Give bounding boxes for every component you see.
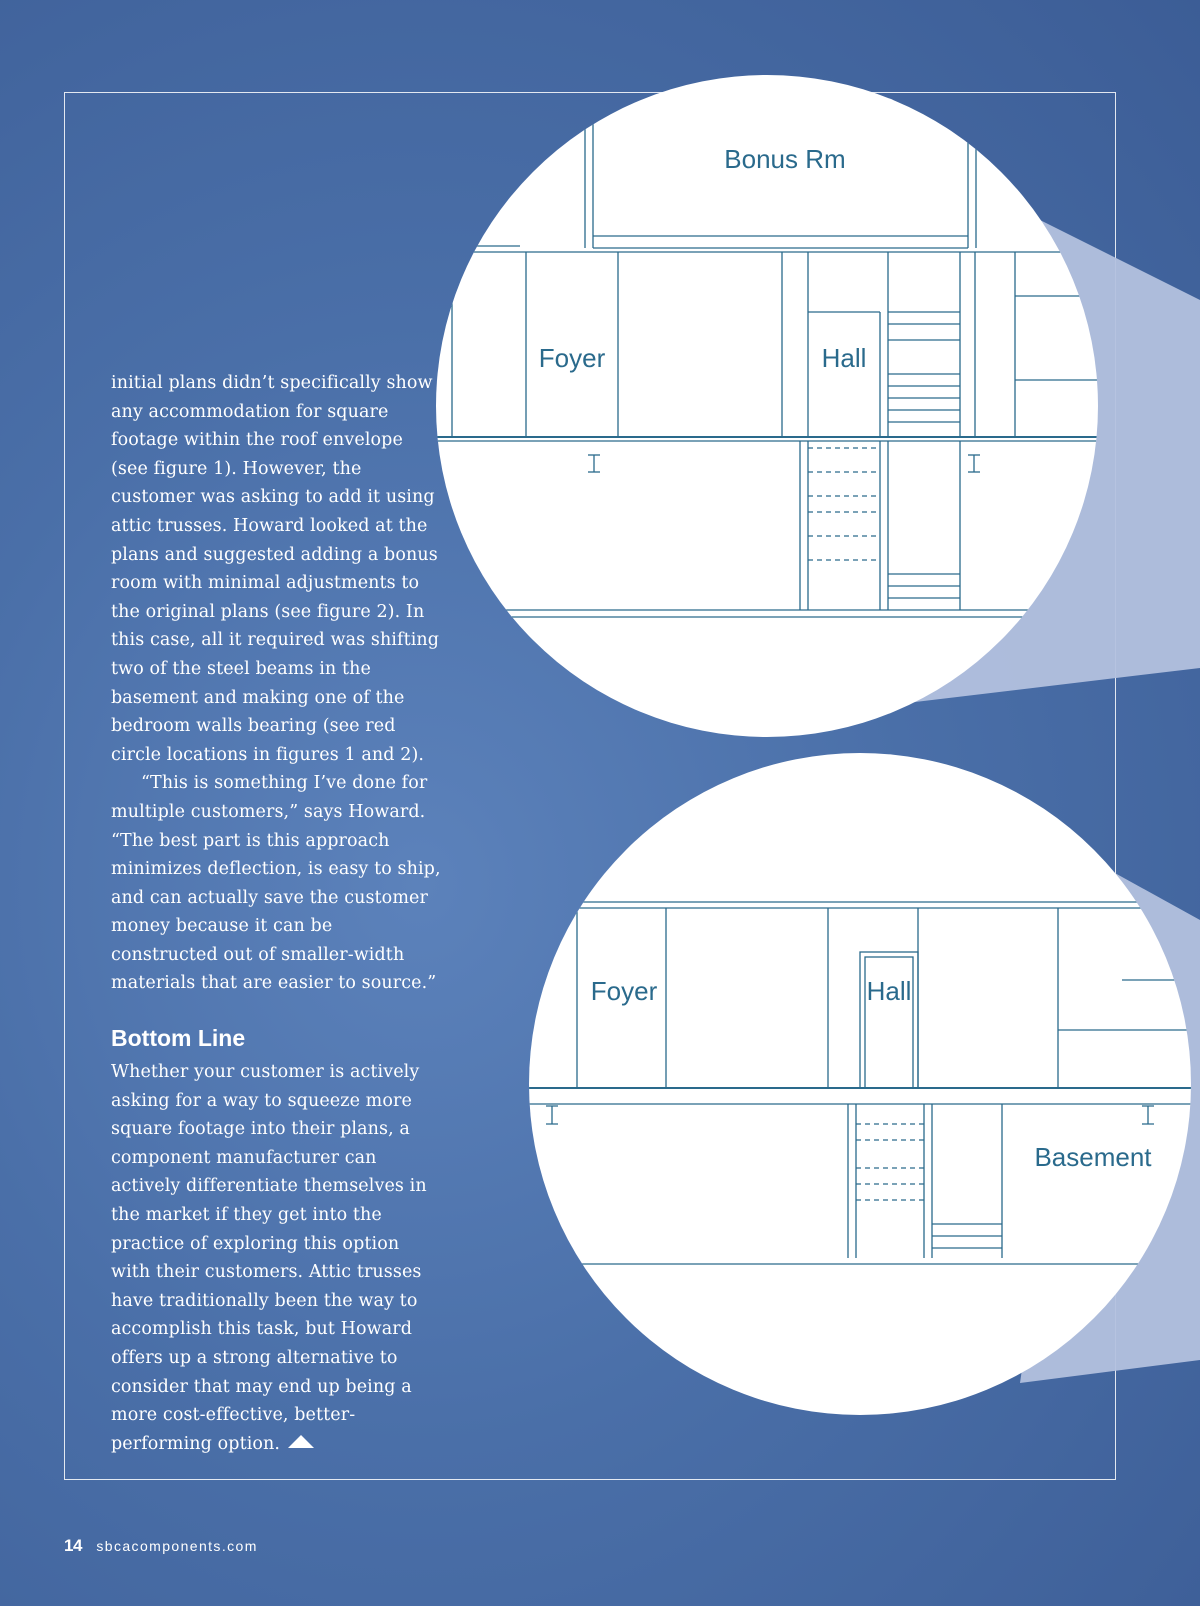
label-foyer-2: Foyer bbox=[590, 976, 658, 1006]
label-hall-1: Hall bbox=[821, 343, 867, 373]
figure-2-circle bbox=[500, 753, 1200, 1415]
website-link[interactable]: sbcacomponents.com bbox=[96, 1538, 258, 1554]
article-column-2 bbox=[111, 1058, 441, 1458]
page-number: 14 bbox=[64, 1536, 82, 1555]
end-mark-icon bbox=[288, 1435, 314, 1448]
figure-1-circle bbox=[430, 75, 1100, 737]
paragraph-3-text: Whether your customer is actively asking for a way to squeeze more square footage into their plans, a component manufacturer can actively differentiate themselves in the market if they get into the practice of exploring this option with their customers. Attic trusses have traditionally been the way to accomplish this task, but Howard offers up a strong alternative to consider that may end up being a more cost-effective, better-performing option. bbox=[111, 1062, 427, 1454]
section-heading: Bottom Line bbox=[111, 1025, 246, 1051]
paragraph-1: initial plans didn’t specifically show any accommodation for square footage within the roof envelope (see figure 1). However, the customer was asking to add it using attic trusses. Howard looked at the plans and suggested adding a bonus room with minimal adjustments to the original plans (see figure 2). In this case, all it required was shifting two of the steel beams in the basement and making one of the bedroom walls bearing (see red circle locations in figures 1 and 2). bbox=[111, 373, 440, 765]
label-basement: Basement bbox=[1034, 1142, 1152, 1172]
paragraph-2: “This is something I’ve done for multiple customers,” says Howard. “The best part is this approach minimizes deflection, is easy to ship, and can actually save the customer money because it can be constructed out of smaller-width materials that are easier to source.” bbox=[111, 773, 441, 994]
page-footer bbox=[64, 1536, 258, 1556]
article-column-1 bbox=[111, 369, 441, 998]
label-bonus-rm: Bonus Rm bbox=[724, 144, 846, 174]
label-hall-2: Hall bbox=[866, 976, 912, 1006]
paragraph-3 bbox=[111, 1058, 441, 1458]
label-foyer-1: Foyer bbox=[538, 343, 606, 373]
